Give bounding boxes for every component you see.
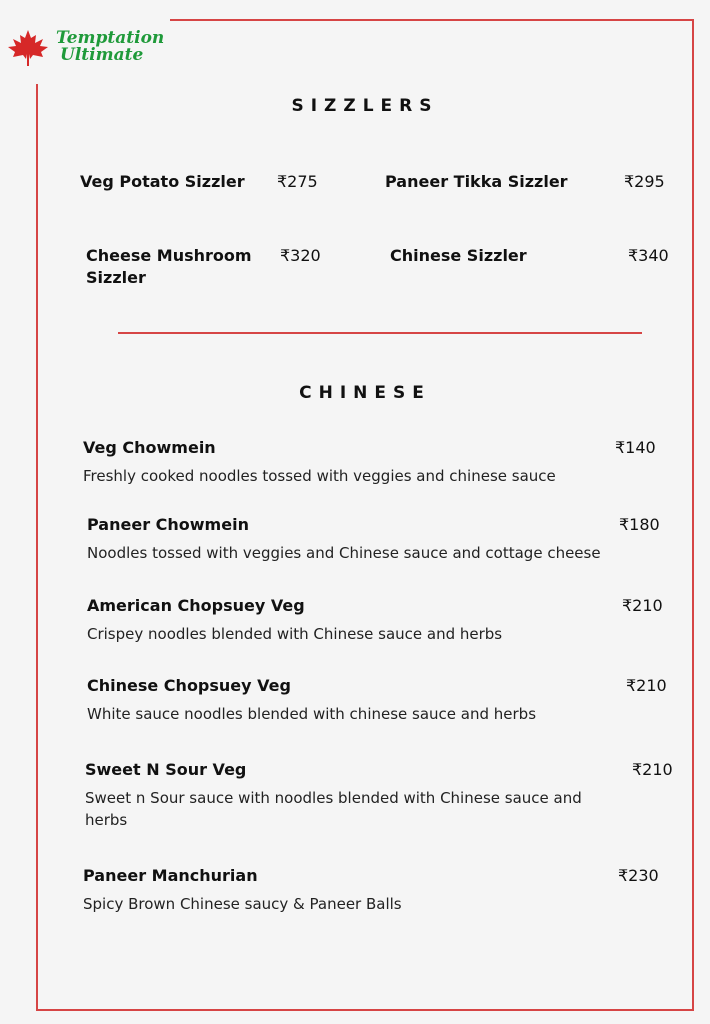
frame-right-border — [692, 19, 694, 1011]
brand-name-line2: Ultimate — [60, 45, 144, 65]
maple-leaf-icon — [6, 28, 50, 68]
menu-item-description: Crispey noodles blended with Chinese sauce and herbs — [87, 625, 503, 643]
menu-item-price: ₹320 — [280, 246, 321, 265]
menu-item-price: ₹180 — [619, 515, 660, 534]
section-divider — [118, 332, 642, 334]
menu-item-name: Chinese Chopsuey Veg — [87, 676, 291, 695]
menu-item-description: Freshly cooked noodles tossed with veggies and chinese sauce — [83, 467, 556, 485]
menu-item-name: Chinese Sizzler — [390, 246, 527, 265]
menu-item-name: Veg Chowmein — [83, 438, 216, 457]
menu-item-name: Veg Potato Sizzler — [80, 172, 245, 191]
menu-item-description — [85, 787, 582, 831]
menu-item-price: ₹340 — [628, 246, 669, 265]
menu-item-name-line2: Sizzler — [86, 268, 146, 287]
menu-item-name: American Chopsuey Veg — [87, 596, 305, 615]
frame-bottom-border — [36, 1009, 694, 1011]
brand-logo — [6, 26, 196, 70]
menu-item-price: ₹140 — [615, 438, 656, 457]
menu-item-price: ₹210 — [632, 760, 673, 779]
menu-item-price: ₹230 — [618, 866, 659, 885]
menu-item-description: White sauce noodles blended with chinese sauce and herbs — [87, 705, 537, 723]
section-title-chinese: CHINESE — [299, 383, 431, 403]
menu-item-name: Paneer Chowmein — [87, 515, 249, 534]
menu-item-price: ₹210 — [622, 596, 663, 615]
section-title-sizzlers: SIZZLERS — [291, 96, 439, 116]
menu-item-price: ₹210 — [626, 676, 667, 695]
menu-item-name: Paneer Tikka Sizzler — [385, 172, 568, 191]
menu-item-name: Sweet N Sour Veg — [85, 760, 247, 779]
menu-item-name: Paneer Manchurian — [83, 866, 258, 885]
menu-item-name-line1: Cheese Mushroom — [86, 246, 252, 265]
menu-item-description-line2: herbs — [85, 811, 128, 829]
menu-item-description: Spicy Brown Chinese saucy & Paneer Balls — [83, 895, 402, 913]
frame-top-border — [170, 19, 694, 21]
menu-item-name — [86, 245, 252, 289]
brand-name-line1: Temptation — [56, 28, 165, 48]
menu-item-description: Noodles tossed with veggies and Chinese sauce and cottage cheese — [87, 544, 601, 562]
menu-item-price: ₹295 — [624, 172, 665, 191]
menu-item-description-line1: Sweet n Sour sauce with noodles blended with Chinese sauce and — [85, 789, 582, 807]
frame-left-border — [36, 84, 38, 1011]
menu-item-price: ₹275 — [277, 172, 318, 191]
